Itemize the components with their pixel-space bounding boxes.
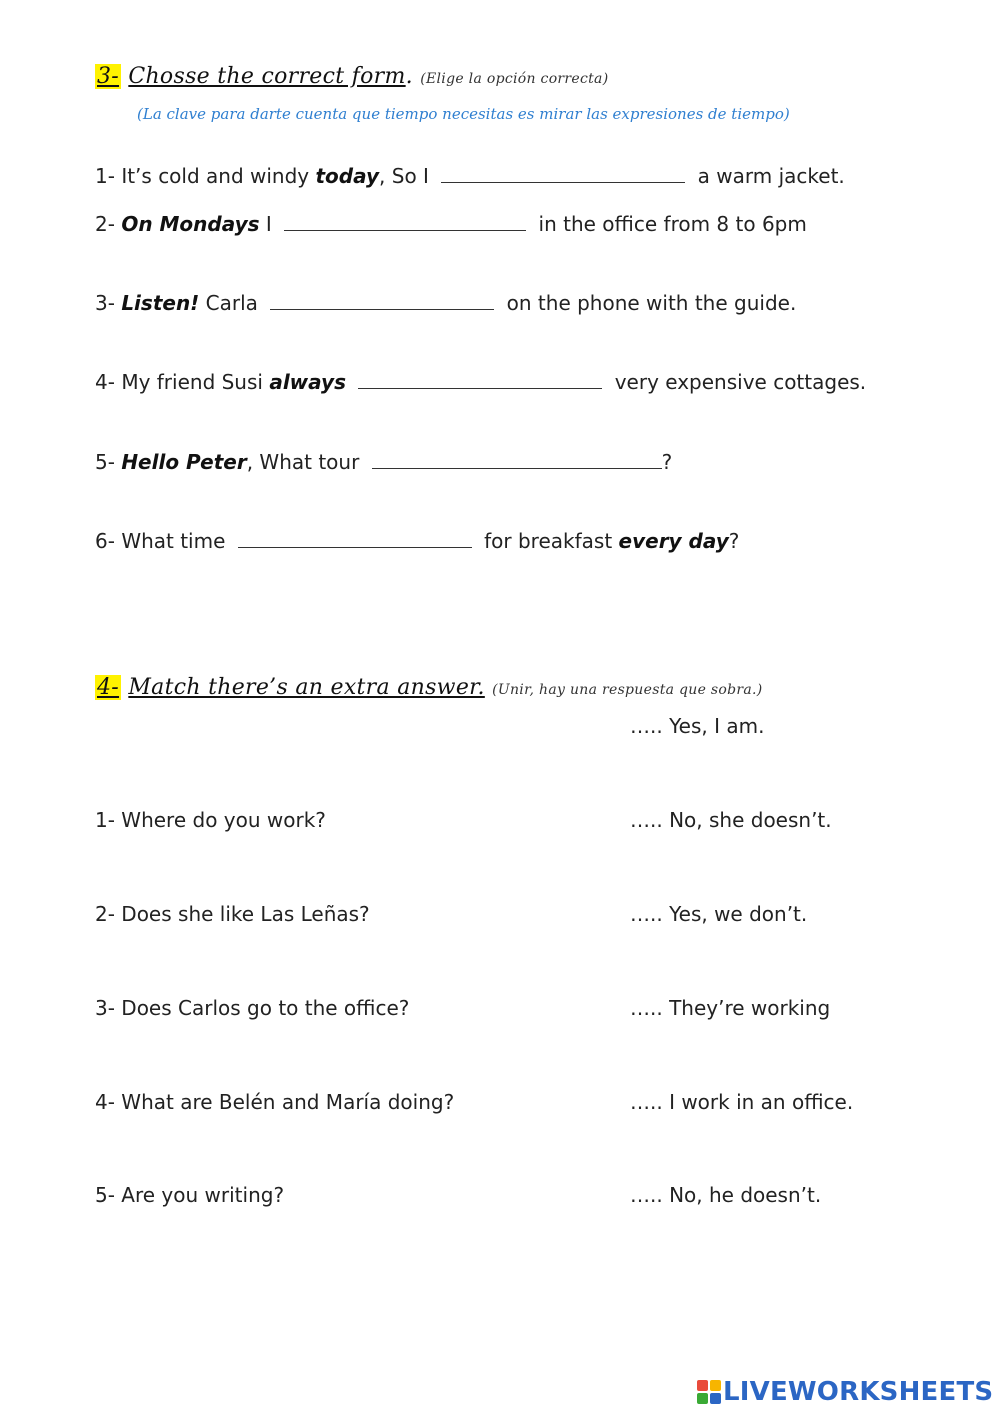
item-number: 3- bbox=[95, 291, 115, 315]
item-keyword: Hello Peter bbox=[121, 450, 247, 474]
answer-blank-4[interactable] bbox=[358, 370, 602, 389]
section4-title: Match there’s an extra answer. bbox=[128, 675, 485, 700]
section4-heading bbox=[95, 675, 763, 700]
section3-note: (La clave para darte cuenta que tiempo necesitas es mirar las expresiones de tiempo) bbox=[137, 105, 790, 123]
match-answer[interactable]: ….. Yes, I am. bbox=[630, 714, 765, 738]
match-question-2: 2- Does she like Las Leñas? bbox=[95, 902, 370, 926]
liveworksheets-logo-text: LIVEWORKSHEETS bbox=[723, 1377, 994, 1407]
item-text: in the office from 8 to 6pm bbox=[538, 212, 807, 236]
section3-title-punct: . bbox=[405, 64, 413, 89]
match-question-3: 3- Does Carlos go to the office? bbox=[95, 996, 410, 1020]
item-keyword: every day bbox=[618, 529, 729, 553]
exercise3-item-2 bbox=[95, 212, 807, 236]
section3-number: 3- bbox=[97, 64, 120, 89]
item-number: 5- bbox=[95, 450, 115, 474]
item-text: What time bbox=[121, 529, 226, 553]
item-text: ? bbox=[728, 529, 740, 553]
section4-number: 4- bbox=[97, 675, 120, 700]
match-answer[interactable]: ….. I work in an office. bbox=[630, 1090, 854, 1114]
exercise3-item-3 bbox=[95, 291, 796, 315]
item-text: for breakfast bbox=[484, 529, 619, 553]
liveworksheets-logo-icon bbox=[697, 1380, 721, 1404]
section3-subtitle: (Elige la opción correcta) bbox=[420, 71, 609, 87]
item-keyword: On Mondays bbox=[121, 212, 260, 236]
item-number: 4- bbox=[95, 370, 115, 394]
answer-blank-2[interactable] bbox=[284, 212, 526, 231]
section3-heading bbox=[95, 64, 608, 89]
item-text: on the phone with the guide. bbox=[506, 291, 797, 315]
match-answer[interactable]: ….. No, she doesn’t. bbox=[630, 808, 832, 832]
section3-title: Chosse the correct form bbox=[128, 64, 406, 89]
section4-subtitle: (Unir, hay una respuesta que sobra.) bbox=[492, 682, 763, 698]
item-text: I bbox=[259, 212, 272, 236]
item-text: My friend Susi bbox=[121, 370, 270, 394]
item-text: a warm jacket. bbox=[697, 164, 845, 188]
exercise3-item-5 bbox=[95, 450, 672, 474]
match-answer[interactable]: ….. Yes, we don’t. bbox=[630, 902, 808, 926]
match-question-4: 4- What are Belén and María doing? bbox=[95, 1090, 455, 1114]
item-text: It’s cold and windy bbox=[121, 164, 316, 188]
exercise3-item-6 bbox=[95, 529, 739, 553]
item-text: , So I bbox=[379, 164, 429, 188]
exercise3-item-1 bbox=[95, 164, 845, 188]
match-answer[interactable]: ….. They’re working bbox=[630, 996, 831, 1020]
item-number: 6- bbox=[95, 529, 115, 553]
answer-blank-3[interactable] bbox=[270, 291, 494, 310]
item-text: Carla bbox=[199, 291, 258, 315]
answer-blank-6[interactable] bbox=[238, 529, 472, 548]
exercise3-item-4 bbox=[95, 370, 866, 394]
answer-blank-1[interactable] bbox=[441, 164, 685, 183]
item-text: , What tour bbox=[246, 450, 360, 474]
match-question-1: 1- Where do you work? bbox=[95, 808, 326, 832]
match-question-5: 5- Are you writing? bbox=[95, 1183, 285, 1207]
item-keyword: Listen! bbox=[121, 291, 200, 315]
item-text: very expensive cottages. bbox=[614, 370, 867, 394]
item-text: ? bbox=[661, 450, 673, 474]
answer-blank-5[interactable] bbox=[372, 450, 662, 469]
liveworksheets-logo bbox=[697, 1378, 993, 1406]
item-keyword: today bbox=[315, 164, 380, 188]
item-number: 1- bbox=[95, 164, 115, 188]
item-number: 2- bbox=[95, 212, 115, 236]
match-answer[interactable]: ….. No, he doesn’t. bbox=[630, 1183, 822, 1207]
item-keyword: always bbox=[269, 370, 346, 394]
